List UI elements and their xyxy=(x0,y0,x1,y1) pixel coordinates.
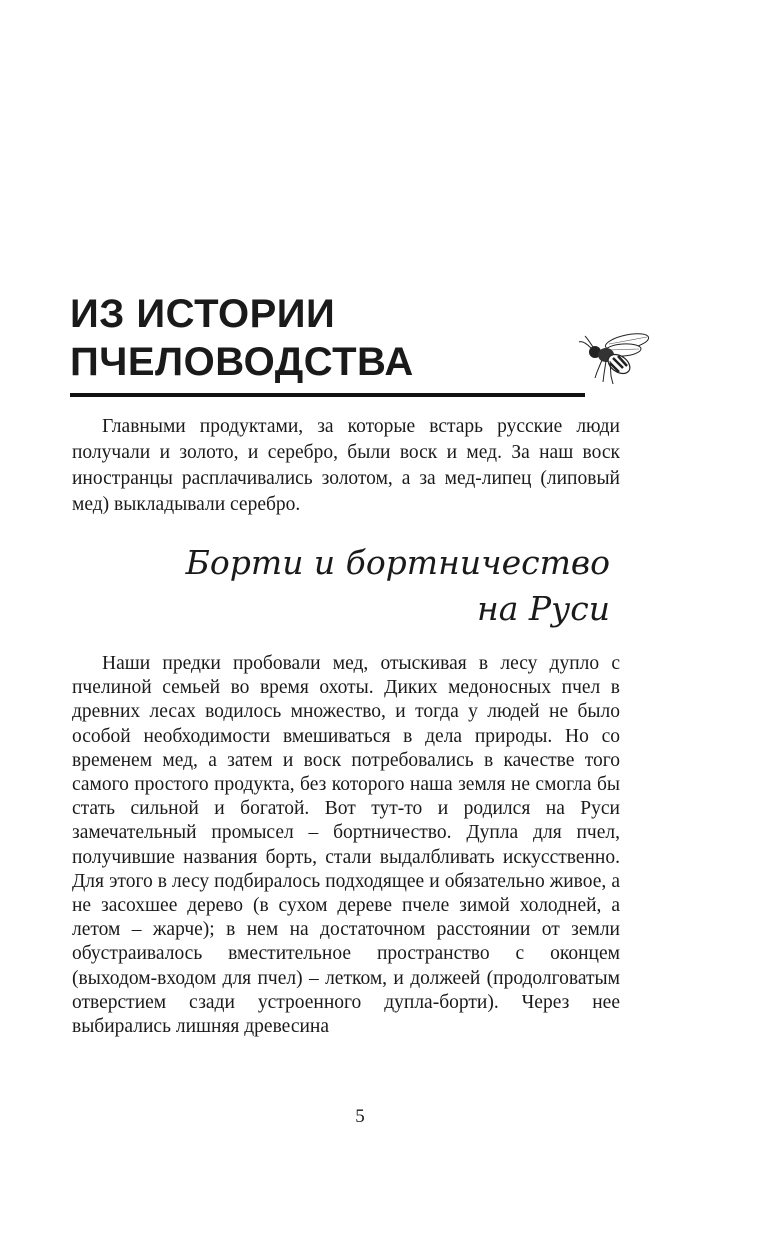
section-title-line-2: на Руси xyxy=(477,589,610,628)
chapter-title xyxy=(70,290,570,386)
chapter-title-line-2: ПЧЕЛОВОДСТВА xyxy=(70,340,414,384)
chapter-title-line-1: ИЗ ИСТОРИИ xyxy=(70,292,336,336)
page-number: 5 xyxy=(355,1106,365,1127)
section-title xyxy=(120,540,610,632)
bee-icon xyxy=(575,328,665,388)
section-title-line-1: Борти и бортничество xyxy=(185,543,610,582)
body-paragraph: Наши предки пробовали мед, отыскивая в лесу дупло с пчелиной семьей во время охоты. Диких медоносных пчел в древних лесах водилось множество, и тогда у людей не было особой необходимости вмешиваться в дела природы. Но со временем мед, а затем и воск потребовались в качестве того самого простого продукта, без которого наша земля не смогла бы стать сильной и богатой. Вот тут-то и родился на Руси замечательный промысел – бортничество. Дупла для пчел, получившие названия борть, стали выдалбливать искусственно. Для этого в лесу подбиралось подходящее и обязательно живое, а не засохшее дерево (в сухом дереве пчеле зимой холодней, а летом – жарче); в нем на достаточном расстоянии от земли обустраивалось вместительное пространство с оконцем (выходом-входом для пчел) – летком, и должеей (продолговатым отверстием сзади устроенного дупла-борти). Через нее выбирались лишняя древесина xyxy=(72,653,620,1038)
intro-paragraph: Главными продуктами, за которые встарь русские люди получали и золото, и серебро, были воск и мед. За наш воск иностранцы расплачивались золотом, а за мед-липец (липовый мед) выкладывали серебро. xyxy=(72,416,620,515)
title-divider xyxy=(70,393,585,397)
